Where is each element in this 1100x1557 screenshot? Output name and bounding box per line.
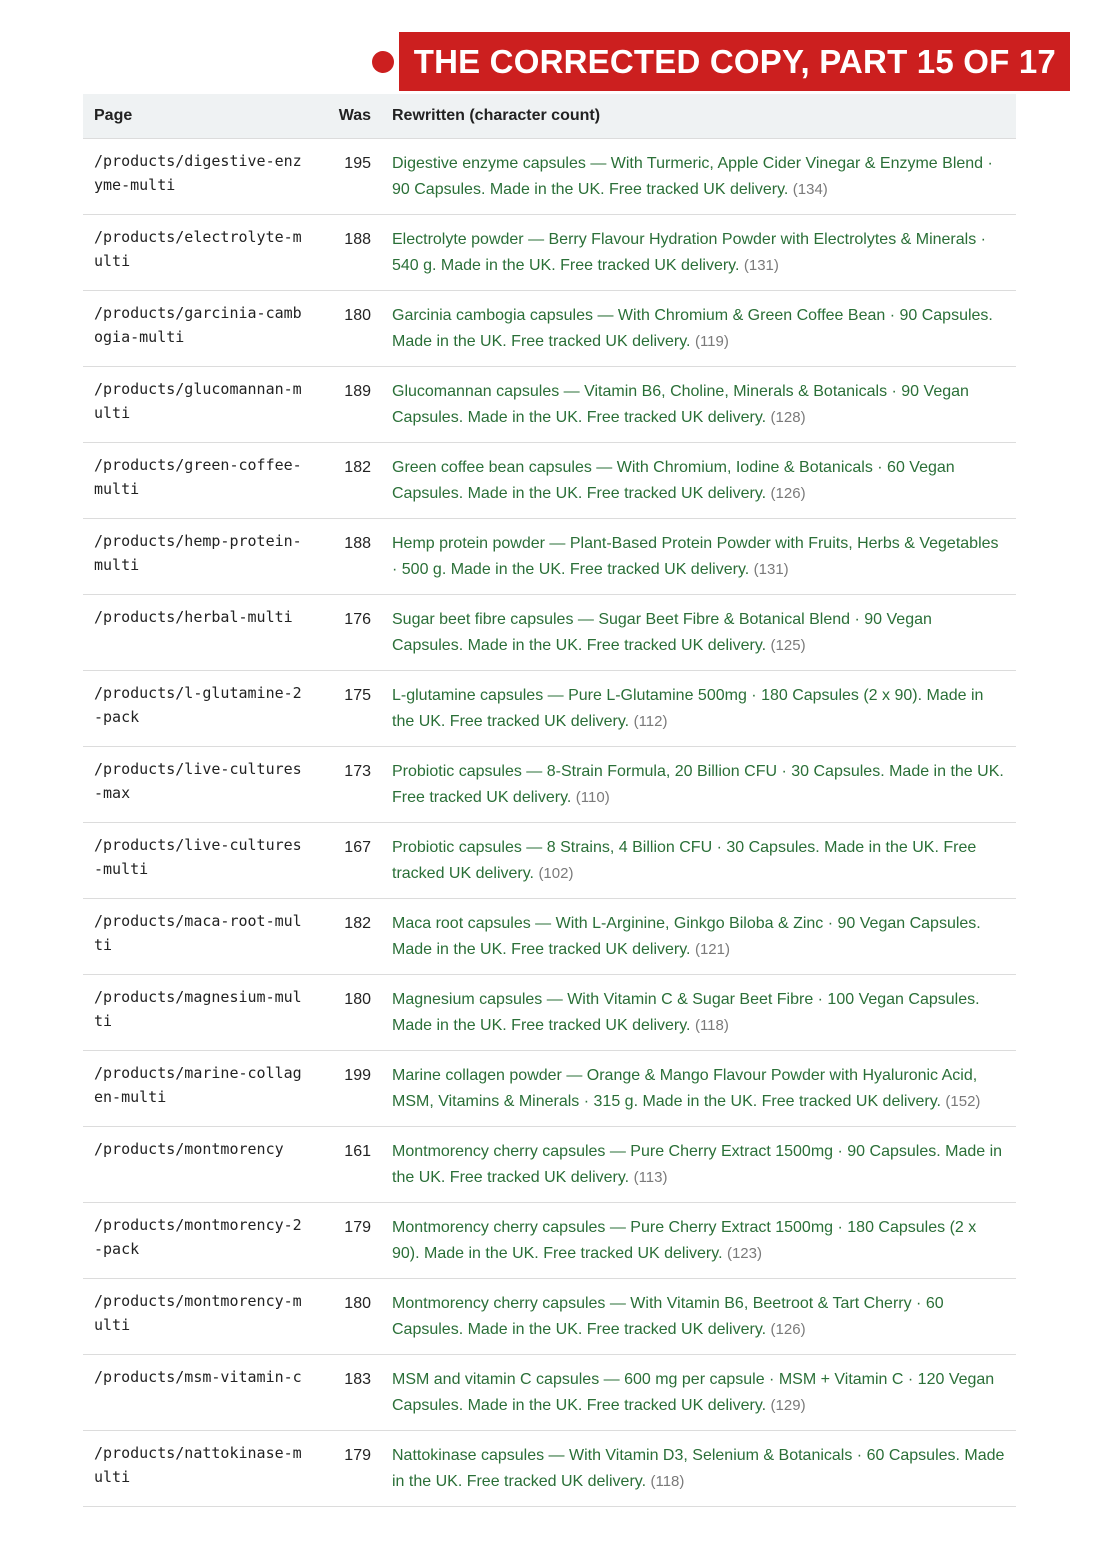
character-count: (128) [770,409,806,426]
header-was: Was [319,94,381,139]
page-path: /products/montmorency-multi [83,1279,319,1355]
table-body [83,139,1016,1507]
rewritten-text: Maca root capsules — With L-Arginine, Ginkgo Biloba & Zinc · 90 Vegan Capsules. Made in the UK. Free tracked UK delivery. [392,915,981,958]
character-count: (118) [694,1017,729,1034]
page-path: /products/magnesium-multi [83,975,319,1051]
character-count: (126) [770,1321,806,1338]
rewritten-cell [381,671,1016,747]
page-path: /products/msm-vitamin-c [83,1355,319,1431]
rewritten-cell [381,443,1016,519]
page-path: /products/electrolyte-multi [83,215,319,291]
was-count: 188 [319,519,381,595]
character-count: (119) [694,333,729,350]
table-row [83,1279,1016,1355]
rewritten-cell [381,1051,1016,1127]
page-path: /products/digestive-enzyme-multi [83,139,319,215]
table-row [83,899,1016,975]
page-path: /products/herbal-multi [83,595,319,671]
table-row [83,975,1016,1051]
was-count: 167 [319,823,381,899]
page-path: /products/green-coffee-multi [83,443,319,519]
was-count: 175 [319,671,381,747]
rewritten-cell [381,367,1016,443]
rewritten-text: Montmorency cherry capsules — Pure Cherry Extract 1500mg · 180 Capsules (2 x 90). Made in the UK. Free tracked UK delivery. [392,1219,977,1262]
table-row [83,823,1016,899]
rewritten-text: Montmorency cherry capsules — With Vitamin B6, Beetroot & Tart Cherry · 60 Capsules. Made in the UK. Free tracked UK delivery. [392,1295,944,1338]
rewritten-cell [381,1203,1016,1279]
page-path: /products/nattokinase-multi [83,1431,319,1507]
character-count: (126) [770,485,806,502]
character-count: (121) [694,941,730,958]
rewritten-text: Magnesium capsules — With Vitamin C & Sugar Beet Fibre · 100 Vegan Capsules. Made in the UK. Free tracked UK delivery. [392,991,980,1034]
character-count: (134) [792,181,828,198]
was-count: 188 [319,215,381,291]
was-count: 179 [319,1203,381,1279]
rewritten-text: Glucomannan capsules — Vitamin B6, Choline, Minerals & Botanicals · 90 Vegan Capsules. Made in the UK. Free tracked UK delivery. [392,383,969,426]
was-count: 199 [319,1051,381,1127]
rewritten-text: Garcinia cambogia capsules — With Chromium & Green Coffee Bean · 90 Capsules. Made in the UK. Free tracked UK delivery. [392,307,993,350]
was-count: 180 [319,975,381,1051]
character-count: (102) [538,865,574,882]
rewritten-cell [381,1127,1016,1203]
rewritten-cell [381,1279,1016,1355]
part-banner [372,32,1070,91]
rewritten-text: Nattokinase capsules — With Vitamin D3, Selenium & Botanicals · 60 Capsules. Made in the UK. Free tracked UK delivery. [392,1447,1005,1490]
character-count: (110) [575,789,610,806]
rewritten-cell [381,1355,1016,1431]
was-count: 189 [319,367,381,443]
page-path: /products/maca-root-multi [83,899,319,975]
rewritten-cell [381,747,1016,823]
character-count: (125) [770,637,806,654]
rewritten-cell [381,595,1016,671]
rewritten-cell [381,139,1016,215]
character-count: (112) [633,713,668,730]
table-row [83,671,1016,747]
character-count: (118) [650,1473,685,1490]
character-count: (131) [753,561,789,578]
rewritten-text: Probiotic capsules — 8 Strains, 4 Billion CFU · 30 Capsules. Made in the UK. Free tracked UK delivery. [392,839,977,882]
table-row [83,1051,1016,1127]
character-count: (129) [770,1397,806,1414]
rewritten-text: Hemp protein powder — Plant-Based Protein Powder with Fruits, Herbs & Vegetables · 500 g. Made in the UK. Free tracked UK delivery. [392,535,999,578]
table-row [83,215,1016,291]
character-count: (131) [743,257,779,274]
table-row [83,1355,1016,1431]
page-path: /products/montmorency [83,1127,319,1203]
red-dot-icon [372,51,394,73]
rewritten-cell [381,823,1016,899]
table-row [83,1431,1016,1507]
page-path: /products/live-cultures-multi [83,823,319,899]
rewritten-cell [381,215,1016,291]
table-row [83,443,1016,519]
was-count: 179 [319,1431,381,1507]
page-path: /products/hemp-protein-multi [83,519,319,595]
table-row [83,1203,1016,1279]
rewritten-cell [381,899,1016,975]
table-header-row [83,94,1016,139]
was-count: 180 [319,291,381,367]
was-count: 182 [319,443,381,519]
page-path: /products/montmorency-2-pack [83,1203,319,1279]
was-count: 180 [319,1279,381,1355]
rewritten-cell [381,291,1016,367]
rewritten-cell [381,519,1016,595]
table-row [83,291,1016,367]
rewritten-text: Montmorency cherry capsules — Pure Cherry Extract 1500mg · 90 Capsules. Made in the UK. Free tracked UK delivery. [392,1143,1003,1186]
table-row [83,139,1016,215]
table-row [83,1127,1016,1203]
banner-title: THE CORRECTED COPY, PART 15 OF 17 [399,32,1070,91]
rewritten-cell [381,975,1016,1051]
table-row [83,747,1016,823]
page-path: /products/garcinia-cambogia-multi [83,291,319,367]
page-path: /products/live-cultures-max [83,747,319,823]
table-row [83,595,1016,671]
rewritten-text: Probiotic capsules — 8-Strain Formula, 20 Billion CFU · 30 Capsules. Made in the UK. Free tracked UK delivery. [392,763,1004,806]
header-rewritten: Rewritten (character count) [381,94,1016,139]
character-count: (123) [726,1245,762,1262]
was-count: 176 [319,595,381,671]
rewritten-text: Green coffee bean capsules — With Chromium, Iodine & Botanicals · 60 Vegan Capsules. Made in the UK. Free tracked UK delivery. [392,459,955,502]
page-path: /products/l-glutamine-2-pack [83,671,319,747]
rewritten-text: Digestive enzyme capsules — With Turmeric, Apple Cider Vinegar & Enzyme Blend · 90 Capsules. Made in the UK. Free tracked UK delivery. [392,155,993,198]
rewritten-text: L-glutamine capsules — Pure L-Glutamine 500mg · 180 Capsules (2 x 90). Made in the UK. Free tracked UK delivery. [392,687,984,730]
table-row [83,367,1016,443]
character-count: (113) [633,1169,668,1186]
was-count: 183 [319,1355,381,1431]
was-count: 182 [319,899,381,975]
rewritten-cell [381,1431,1016,1507]
rewritten-text: Sugar beet fibre capsules — Sugar Beet Fibre & Botanical Blend · 90 Vegan Capsules. Made in the UK. Free tracked UK delivery. [392,611,932,654]
rewritten-text: Marine collagen powder — Orange & Mango Flavour Powder with Hyaluronic Acid, MSM, Vitamins & Minerals · 315 g. Made in the UK. Free tracked UK delivery. [392,1067,978,1110]
table-row [83,519,1016,595]
character-count: (152) [945,1093,981,1110]
page-path: /products/marine-collagen-multi [83,1051,319,1127]
header-page: Page [83,94,319,139]
corrections-table [83,94,1016,1507]
was-count: 173 [319,747,381,823]
page-path: /products/glucomannan-multi [83,367,319,443]
was-count: 161 [319,1127,381,1203]
was-count: 195 [319,139,381,215]
rewritten-text: Electrolyte powder — Berry Flavour Hydration Powder with Electrolytes & Minerals · 540 g. Made in the UK. Free tracked UK delivery. [392,231,986,274]
rewritten-text: MSM and vitamin C capsules — 600 mg per capsule · MSM + Vitamin C · 120 Vegan Capsules. Made in the UK. Free tracked UK delivery. [392,1371,995,1414]
